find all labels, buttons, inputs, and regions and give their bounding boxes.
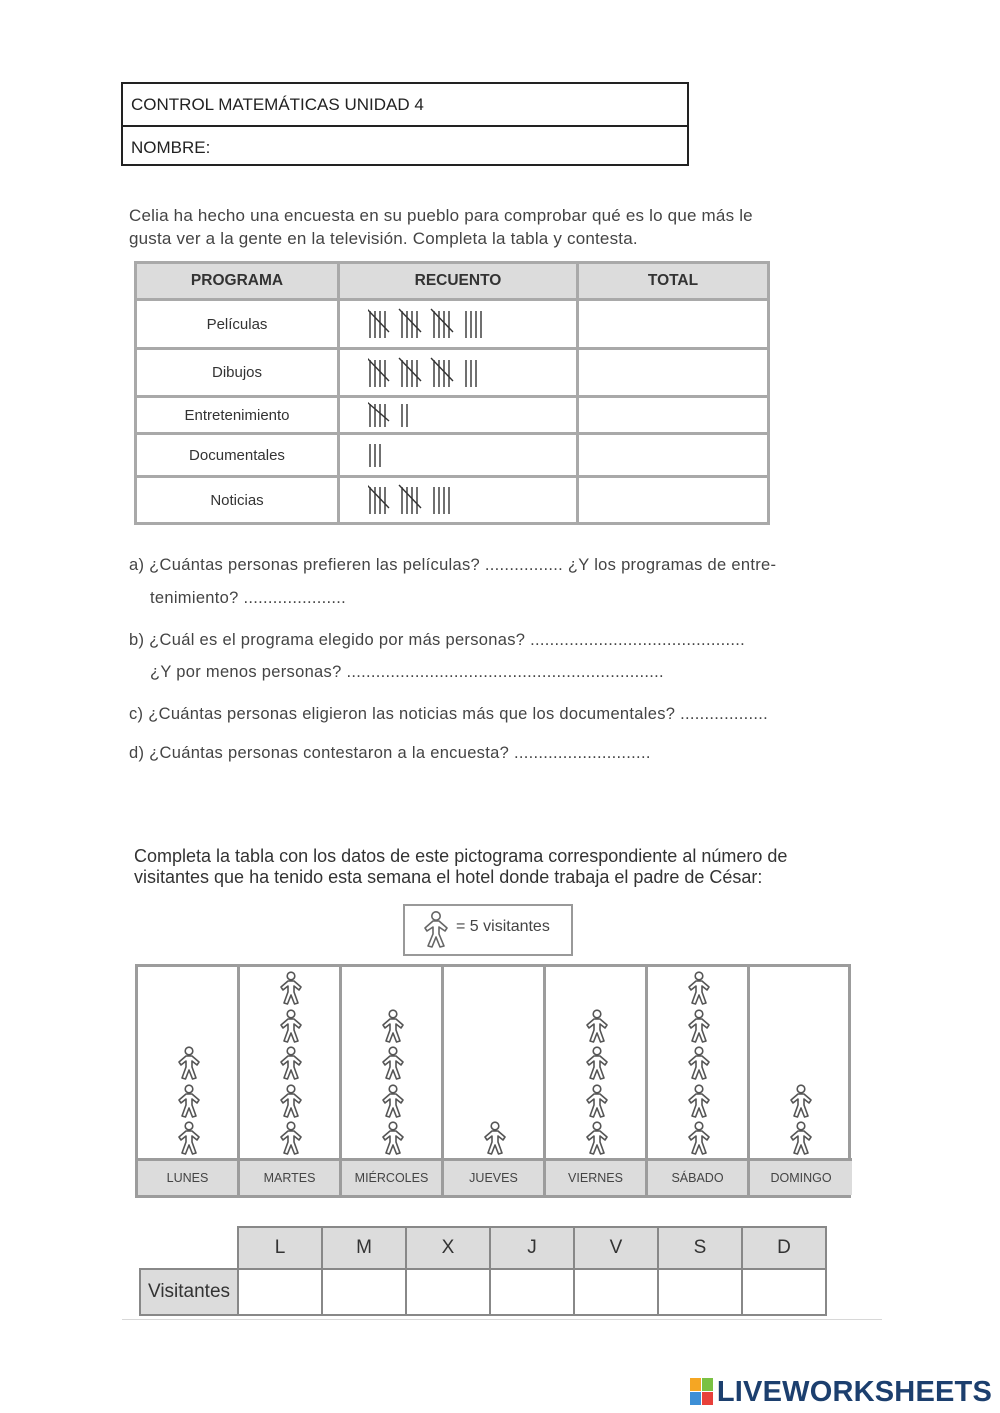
- brand-name: LIVEWORKSHEETS: [716, 1375, 992, 1408]
- col-header-programa: PROGRAMA: [136, 263, 339, 300]
- visitor-answer-cell[interactable]: [490, 1269, 574, 1315]
- program-cell: Documentales: [136, 434, 339, 477]
- question-b-line2[interactable]: ¿Y por menos personas? .................................................................: [150, 663, 664, 681]
- day-header: X: [406, 1227, 490, 1269]
- day-header: J: [490, 1227, 574, 1269]
- tally-marks: [368, 483, 568, 517]
- day-label: SÁBADO: [648, 1158, 747, 1195]
- person-icon: [685, 1121, 713, 1155]
- visitors-table: [139, 1226, 827, 1316]
- pictogram: [135, 964, 851, 1198]
- visitantes-label: Visitantes: [140, 1269, 238, 1315]
- person-icon: [685, 1084, 713, 1118]
- person-icon: [277, 1084, 305, 1118]
- tally-cell: [339, 349, 578, 397]
- day-label: MARTES: [240, 1158, 339, 1195]
- question-b-line1[interactable]: b) ¿Cuál es el programa elegido por más personas? ............................................: [129, 631, 746, 649]
- person-icon: [787, 1084, 815, 1118]
- person-icon: [420, 910, 452, 950]
- visitor-answer-cell[interactable]: [574, 1269, 658, 1315]
- total-input-cell[interactable]: [578, 397, 769, 434]
- person-icon: [379, 1009, 407, 1043]
- person-icon: [175, 1084, 203, 1118]
- pictogram-column: [138, 967, 240, 1195]
- day-header: M: [322, 1227, 406, 1269]
- col-header-total: TOTAL: [578, 263, 769, 300]
- name-label: NOMBRE:: [123, 125, 687, 166]
- person-icon: [379, 1121, 407, 1155]
- person-icon: [583, 1046, 611, 1080]
- tally-cross-stroke: [368, 485, 389, 508]
- program-cell: Noticias: [136, 477, 339, 524]
- pictogram-column: [342, 967, 444, 1195]
- pictogram-column: [750, 967, 852, 1195]
- tally-cross-stroke: [368, 402, 389, 421]
- program-cell: Entretenimiento: [136, 397, 339, 434]
- intro-line: gusta ver a la gente en la televisión. Completa la tabla y contesta.: [129, 229, 638, 248]
- person-icon: [175, 1046, 203, 1080]
- day-label: JUEVES: [444, 1158, 543, 1195]
- tally-marks: [368, 400, 568, 430]
- intro-line: Celia ha hecho una encuesta en su pueblo para comprobar qué es lo que más le: [129, 206, 753, 225]
- question-a-line1[interactable]: a) ¿Cuántas personas prefieren las películas? ................ ¿Y los programas de entre-: [129, 556, 777, 574]
- day-header: D: [742, 1227, 826, 1269]
- exercise2-intro: [134, 846, 787, 888]
- tally-cell: [339, 300, 578, 349]
- day-header: V: [574, 1227, 658, 1269]
- tally-cell: [339, 397, 578, 434]
- tally-cross-stroke: [368, 358, 389, 381]
- person-icon: [379, 1046, 407, 1080]
- tally-cell: [339, 477, 578, 524]
- person-icon: [481, 1121, 509, 1155]
- survey-table: [134, 261, 770, 525]
- day-label: DOMINGO: [750, 1158, 852, 1195]
- intro-line: Completa la tabla con los datos de este pictograma correspondiente al número de: [134, 846, 788, 866]
- tally-marks: [368, 307, 568, 341]
- divider: [122, 1319, 882, 1320]
- tally-marks: [368, 440, 568, 470]
- person-icon: [277, 971, 305, 1005]
- person-icon: [787, 1121, 815, 1155]
- person-icon: [175, 1121, 203, 1155]
- pictogram-column: [240, 967, 342, 1195]
- pictogram-column: [648, 967, 750, 1195]
- day-header: L: [238, 1227, 322, 1269]
- person-icon: [583, 1121, 611, 1155]
- visitor-answer-cell[interactable]: [742, 1269, 826, 1315]
- visitor-answer-cell[interactable]: [238, 1269, 322, 1315]
- person-icon: [277, 1009, 305, 1043]
- person-icon: [583, 1009, 611, 1043]
- tally-cell: [339, 434, 578, 477]
- total-input-cell[interactable]: [578, 300, 769, 349]
- visitor-answer-cell[interactable]: [658, 1269, 742, 1315]
- question-a-line2[interactable]: tenimiento? .....................: [150, 589, 347, 607]
- person-icon: [685, 971, 713, 1005]
- day-label: LUNES: [138, 1158, 237, 1195]
- header-box: [121, 82, 689, 166]
- brand-cube-icon: [689, 1377, 715, 1407]
- total-input-cell[interactable]: [578, 477, 769, 524]
- pictogram-column: [546, 967, 648, 1195]
- tally-marks: [368, 356, 568, 390]
- program-cell: Dibujos: [136, 349, 339, 397]
- col-header-recuento: RECUENTO: [339, 263, 578, 300]
- total-input-cell[interactable]: [578, 349, 769, 397]
- person-icon: [277, 1046, 305, 1080]
- person-icon: [685, 1009, 713, 1043]
- program-cell: Películas: [136, 300, 339, 349]
- worksheet-title: CONTROL MATEMÁTICAS UNIDAD 4: [131, 95, 424, 114]
- visitor-answer-cell[interactable]: [322, 1269, 406, 1315]
- person-icon: [277, 1121, 305, 1155]
- day-label: MIÉRCOLES: [342, 1158, 441, 1195]
- legend-text: = 5 visitantes: [456, 918, 550, 935]
- person-icon: [583, 1084, 611, 1118]
- brand-logo: [689, 1375, 992, 1409]
- exercise1-intro: [129, 204, 753, 250]
- pictogram-column: [444, 967, 546, 1195]
- question-d[interactable]: d) ¿Cuántas personas contestaron a la encuesta? ............................: [129, 744, 651, 762]
- person-icon: [685, 1046, 713, 1080]
- question-c[interactable]: c) ¿Cuántas personas eligieron las noticias más que los documentales? ..................: [129, 705, 769, 723]
- total-input-cell[interactable]: [578, 434, 769, 477]
- day-label: VIERNES: [546, 1158, 645, 1195]
- empty-corner: [140, 1227, 238, 1269]
- person-icon: [379, 1084, 407, 1118]
- tally-cross-stroke: [368, 309, 389, 332]
- day-header: S: [658, 1227, 742, 1269]
- visitor-answer-cell[interactable]: [406, 1269, 490, 1315]
- intro-line: visitantes que ha tenido esta semana el hotel donde trabaja el padre de César:: [134, 867, 763, 887]
